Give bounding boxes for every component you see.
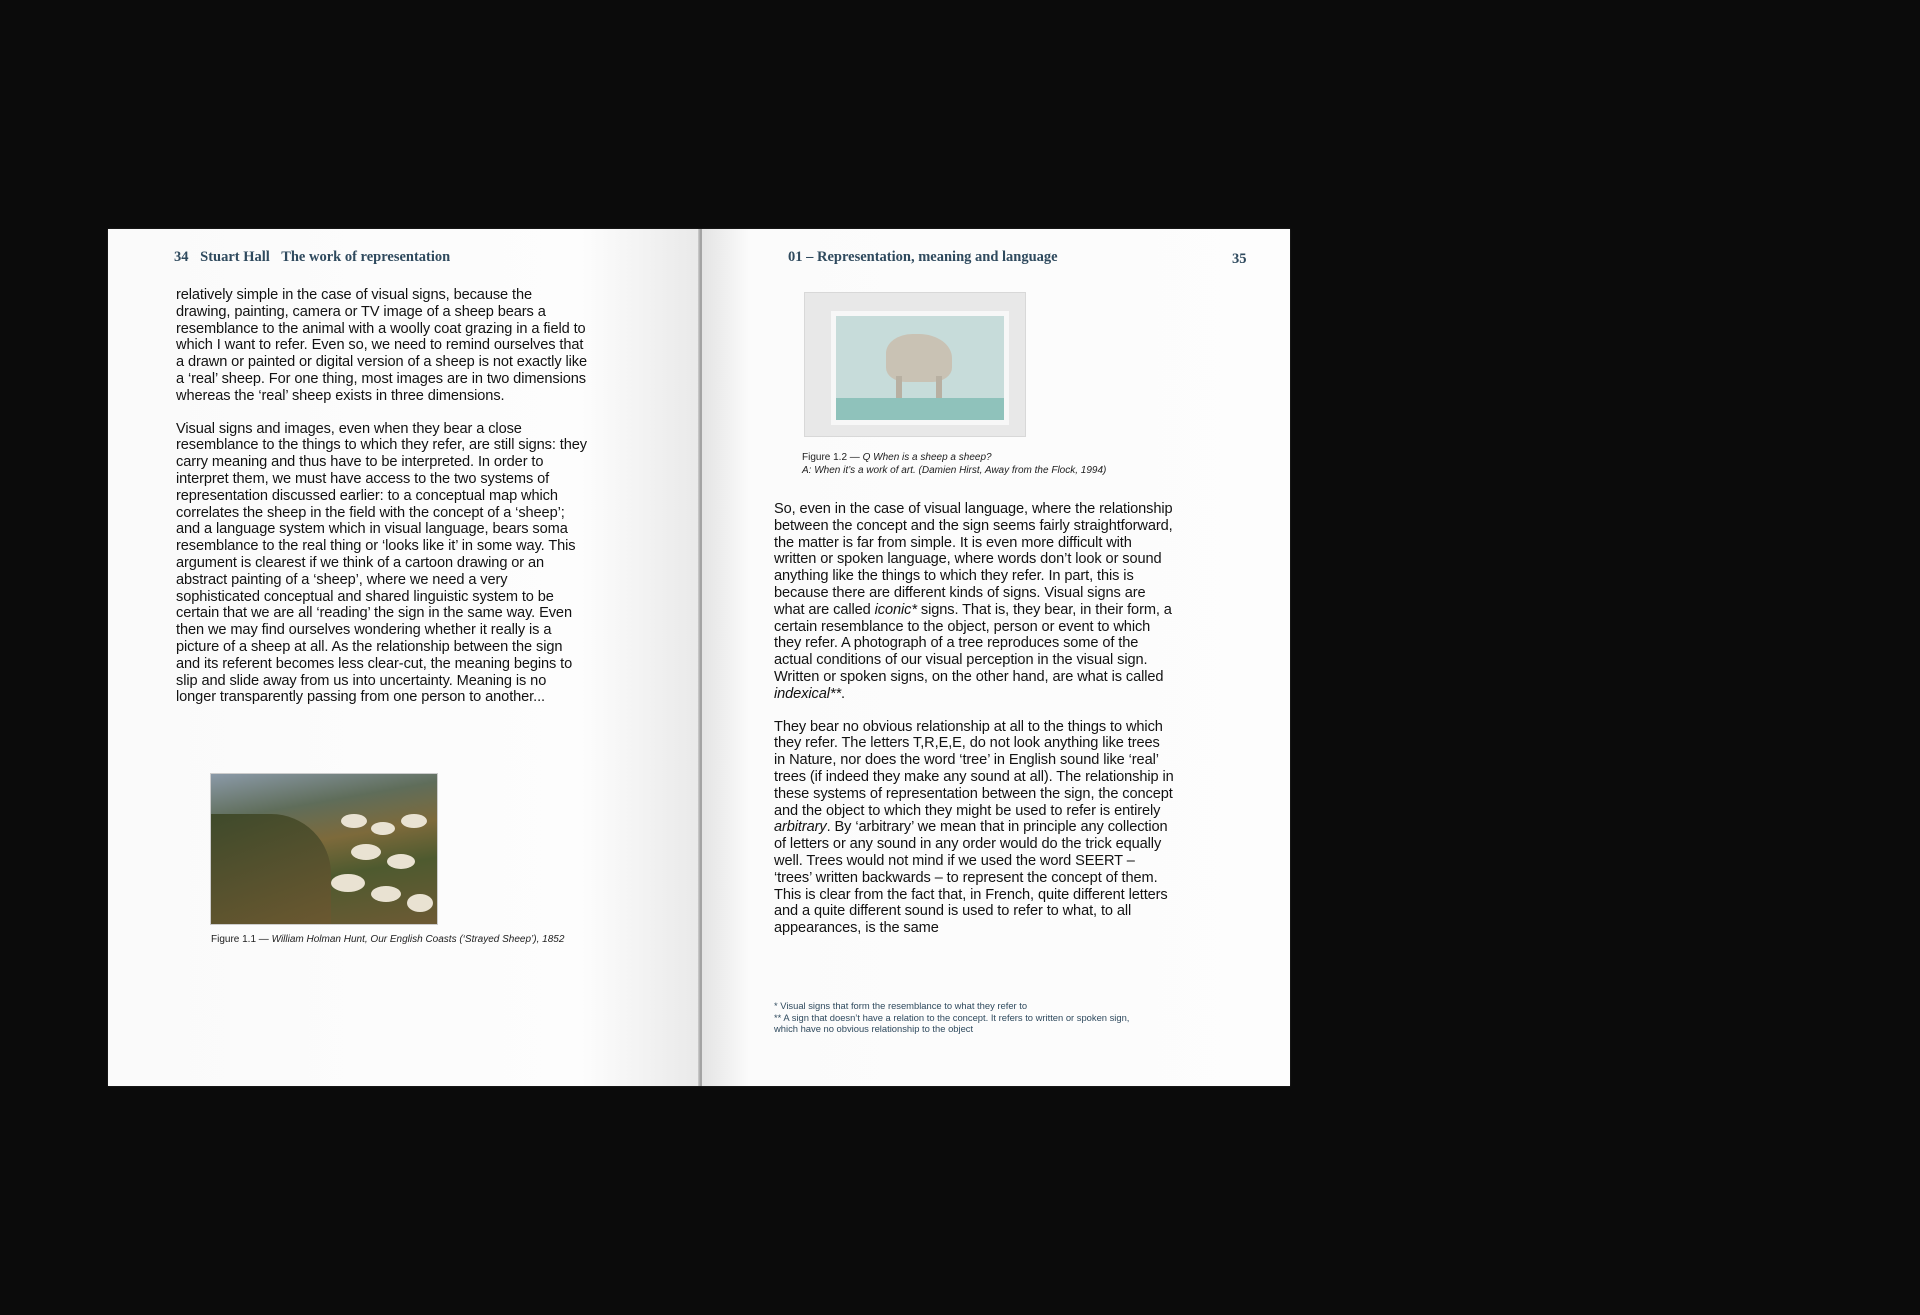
figure-2-photo [804, 292, 1026, 437]
footnotes [774, 1000, 1154, 1035]
footnote: * Visual signs that form the resemblance to what they refer to [774, 1000, 1028, 1011]
section-title: 01 – Representation, meaning and language [788, 249, 1058, 265]
right-page [702, 229, 1290, 1086]
book-spread [108, 229, 1290, 1086]
figure-1-painting [210, 773, 438, 925]
paragraph: They bear no obvious relationship at all to the things to which they refer. The letters T,R,E,E, do not look anything like trees in Nature, nor does the word ‘tree’ in English sound like ‘real’ trees (if indeed they make any sound at all). The relationship in these systems of representation between the sign, the concept and the object to which they might be used to refer is entirely arbitrary. By ‘arbitrary’ we mean that in principle any collection of letters or any sound in any order would do the trick equally well. Trees would not mind if we used the word SEERT – ‘trees’ written backwards – to represent the concept of them. This is clear from the fact that, in French, quite different letters and a quite different sound is used to refer to what, to all appearances, is the same [774, 718, 1174, 937]
left-body-text [176, 287, 588, 722]
paragraph: So, even in the case of visual language, where the relationship between the concept and the sign seems fairly straightforward, the matter is far from simple. It is even more difficult with written or spoken language, where words don’t look or sound anything like the things to which they refer. In part, this is because there are different kinds of signs. Visual signs are what are called iconic* signs. That is, they bear, in their form, a certain resemblance to the object, person or event to which they refer. A photograph of a tree reproduces some of the actual conditions of our visual perception in the visual sign. Written or spoken signs, on the other hand, are what is called indexical**. [774, 501, 1173, 702]
footnote: ** A sign that doesn’t have a relation to the concept. It refers to written or spoken sign, which have no obvious relationship to the object [774, 1011, 1130, 1034]
left-running-head [174, 249, 458, 266]
right-body-text [774, 501, 1174, 953]
paragraph: relatively simple in the case of visual signs, because the drawing, painting, camera or TV image of a sheep bears a resemblance to the animal with a woolly coat grazing in a field to which I want to refer. Even so, we need to remind ourselves that a drawn or painted or digital version of a sheep is not exactly like a ‘real’ sheep. For one thing, most images are in two dimensions whereas the ‘real’ sheep exists in three dimensions. [176, 287, 587, 404]
chapter-title: The work of representation [281, 249, 451, 265]
right-running-head [788, 249, 1066, 266]
author-name: Stuart Hall [200, 249, 270, 265]
paragraph: Visual signs and images, even when they bear a close resemblance to the things to which they refer, are still signs: they carry meaning and thus have to be interpreted. In order to interpret them, we must have access to the two systems of representation discussed earlier: to a conceptual map which correlates the sheep in the field with the concept of a ‘sheep’; and a language system which in visual language, bears soma resemblance to the real thing or ‘looks like it’ in some way. This argument is clearest if we think of a cartoon drawing or an abstract painting of a ‘sheep’, where we need a very sophisticated conceptual and shared linguistic system to be certain that we are all ‘reading’ the sign in the same way. Even then we may find ourselves wondering whether it really is a picture of a sheep at all. As the relationship between the sign and its referent becomes less clear-cut, the meaning begins to slip and slide away from us into uncertainty. Meaning is no longer transparently passing from one person to another... [176, 420, 587, 706]
figure-2-caption: Figure 1.2 — Q When is a sheep a sheep? A: When it’s a work of art. (Damien Hirst, Away from the Flock, 1994) [802, 452, 1107, 476]
figure-1-caption: Figure 1.1 — William Holman Hunt, Our English Coasts (‘Strayed Sheep’), 1852 [211, 934, 565, 945]
right-page-number: 35 [1232, 251, 1247, 267]
left-page [108, 229, 700, 1086]
left-page-number: 34 [174, 249, 189, 265]
